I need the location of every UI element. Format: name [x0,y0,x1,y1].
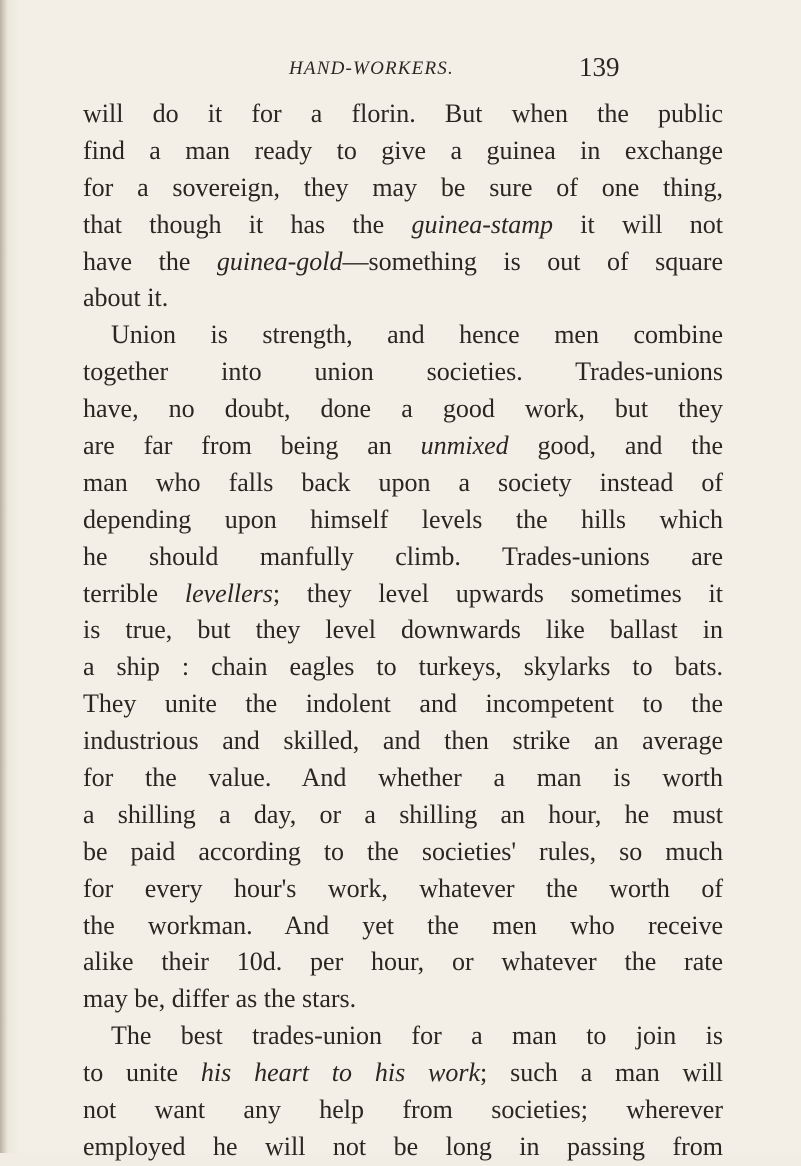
text-line [83,944,723,981]
text-segment: terrible [83,578,185,608]
text-segment: Union is strength, and hence men combine [111,320,723,350]
text-segment: for a sovereign, they may be sure of one thing, [83,172,723,202]
text-line [83,1018,723,1055]
italic-text: guinea-gold [216,246,343,276]
text-line [83,612,723,649]
text-segment: ; they level upwards sometimes it [272,578,724,608]
running-head: HAND-WORKERS. [289,58,454,79]
text-line [83,1129,723,1166]
text-segment: depending upon himself levels the hills which [83,504,723,534]
binding-gutter-shadow [0,0,8,1153]
text-segment: is true, but they level downwards like ballast in [83,615,723,645]
page-number: 139 [579,52,620,82]
text-segment: good, and the [508,431,723,461]
text-segment: find a man ready to give a guinea in exchange [83,135,723,165]
text-segment: to unite [83,1058,201,1088]
text-line [83,244,723,281]
text-segment: man who falls back upon a society instead of [83,467,723,497]
text-segment: ; such a man will [480,1058,724,1088]
text-segment: the workman. And yet the men who receive [83,910,723,940]
text-segment: not want any help from societies; wherever [83,1095,723,1125]
text-line [83,502,723,539]
text-line [83,207,723,244]
text-segment: —something is out of square [342,246,723,276]
italic-text: guinea-stamp [411,209,554,239]
text-line [83,280,723,317]
text-segment: about it. [83,283,169,313]
text-segment: be paid according to the societies' rules, so much [83,836,723,866]
text-line [83,834,723,871]
text-segment: together into union societies. Trades-unions [83,357,723,387]
italic-text: his heart to his work [200,1058,481,1088]
text-segment: employed he will not be long in passing from [83,1131,723,1161]
text-line [83,649,723,686]
text-segment: are far from being an [83,431,421,461]
text-line [83,96,723,133]
text-segment: that though it has the [83,209,412,239]
text-segment: alike their 10d. per hour, or whatever the rate [83,947,723,977]
text-line [83,1055,723,1092]
text-segment: have, no doubt, done a good work, but they [83,394,723,424]
text-segment: may be, differ as the stars. [83,984,357,1014]
text-line [83,428,723,465]
text-line [83,723,723,760]
text-line [83,317,723,354]
text-line [83,465,723,502]
text-segment: industrious and skilled, and then strike an average [83,726,723,756]
text-line [83,576,723,613]
page-header [0,52,801,92]
text-segment: for every hour's work, whatever the worth of [83,873,723,903]
text-line [83,539,723,576]
text-segment: They unite the indolent and incompetent to the [83,689,723,719]
text-line [83,797,723,834]
text-line [83,133,723,170]
text-segment: it will not [553,209,723,239]
italic-text: unmixed [420,431,509,461]
text-line [83,354,723,391]
text-segment: for the value. And whether a man is worth [83,763,723,793]
text-segment: The best trades-union for a man to join is [111,1021,723,1051]
text-line [83,981,723,1018]
text-segment: a shilling a day, or a shilling an hour, he must [83,799,723,829]
italic-text: levellers [184,578,273,608]
text-segment: he should manfully climb. Trades-unions are [83,541,723,571]
text-segment: have the [83,246,217,276]
text-line [83,908,723,945]
text-segment: a ship : chain eagles to turkeys, skylarks to bats. [83,652,723,682]
text-segment: will do it for a florin. But when the public [83,99,723,128]
text-line [83,760,723,797]
text-line [83,1092,723,1129]
text-line [83,170,723,207]
text-line [83,686,723,723]
body-text [83,96,723,1166]
text-line [83,391,723,428]
text-line [83,871,723,908]
